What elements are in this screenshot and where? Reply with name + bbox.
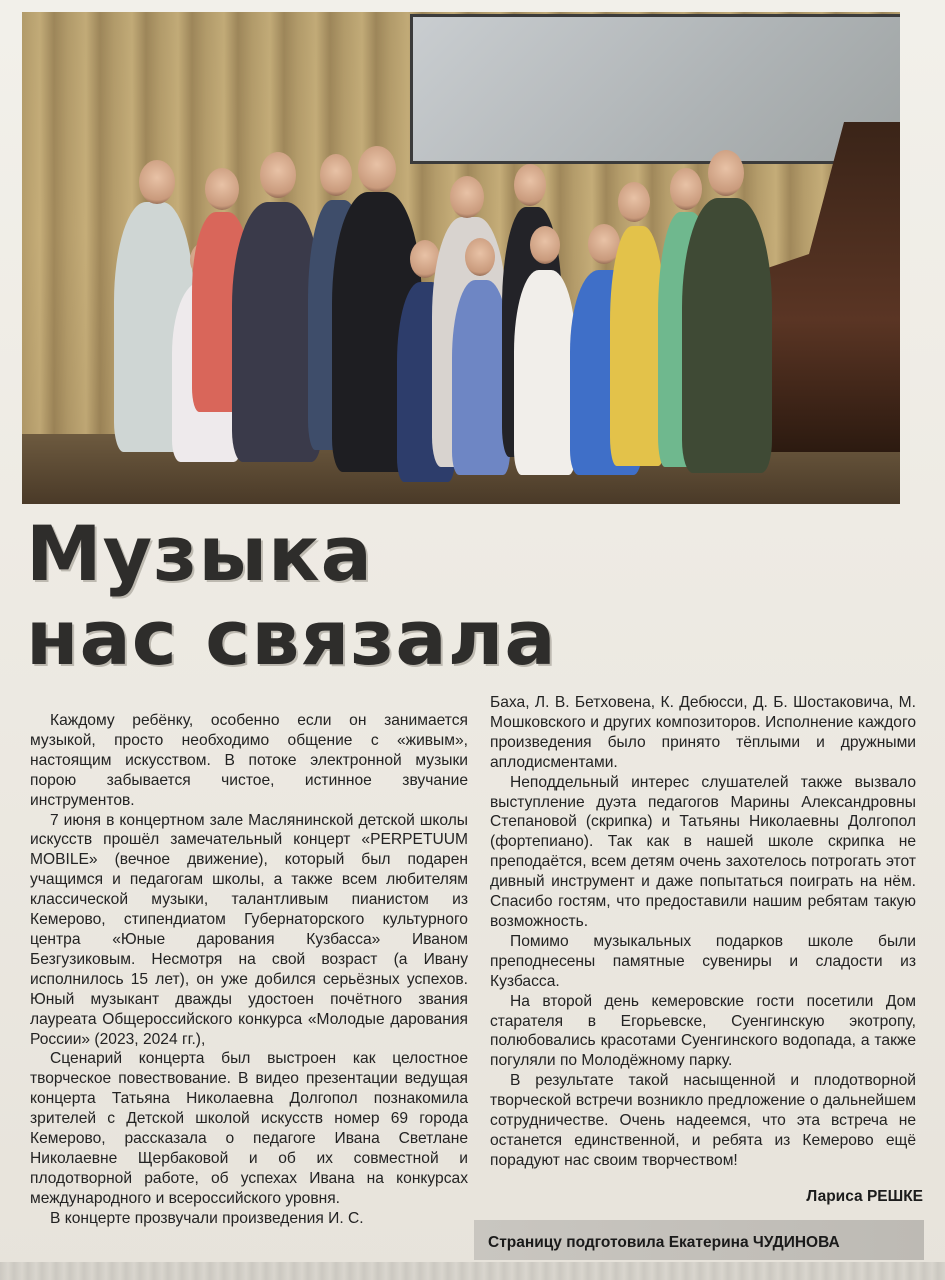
article-paragraph: Помимо музыкальных подарков школе были преподнесены памятные сувениры и сладости из Кузбасса. <box>490 932 916 990</box>
person-figure <box>610 226 665 466</box>
person-head <box>530 226 560 264</box>
headline-line-1: Музыка <box>26 509 373 598</box>
headline-line-2: нас связала <box>26 593 557 682</box>
article-paragraph: 7 июня в концертном зале Маслянинской детской школы искусств прошёл замечательный концерт «PERPETUUM MOBILE» (вечное движение), который был подарен учащимся и педагогам школы, а также всем любителям классической музыки, талантливым пианистом из Кемерово, стипендиатом Губернаторского культурного центра «Юные дарования Кузбасса» Иваном Безгузиковым. Несмотря на свой возраст (а Ивану исполнилось 15 лет), он уже добился серьёзных успехов. Юный музыкант дважды удостоен почётного звания лауреата Общероссийского конкурса «Молодые дарования России» (2023, 2024 гг.), <box>30 811 468 1048</box>
person-head <box>450 176 484 218</box>
person-head <box>260 152 296 198</box>
article-paragraph: Сценарий концерта был выстроен как целостное творческое повествование. В видео презентации ведущая концерта Татьяна Николаевна Долгопол познакомила зрителей с Детской школой искусств номер 69 города Кемерово, рассказала о педагоге Ивана Светлане Николаевне Щербаковой и об их совместной и плодотворной работе, об успехах Ивана на конкурсах международного и всероссийского уровня. <box>30 1050 468 1207</box>
article-author: Лариса РЕШКЕ <box>806 1188 923 1205</box>
article-left-column <box>30 711 468 1229</box>
person-figure <box>682 198 772 473</box>
article-paragraph: Каждому ребёнку, особенно если он занимается музыкой, просто необходимо общение с «живым», настоящим искусством. В потоке электронной музыки порою забывается чистое, истинное звучание инструментов. <box>30 712 468 809</box>
person-head <box>465 238 495 276</box>
person-head <box>708 150 744 196</box>
article-headline <box>26 509 626 682</box>
article-paragraph: В результате такой насыщенной и плодотворной творческой встречи возникло предложение о дальнейшем сотрудничестве. Очень надеемся, что эта встреча не останется единственной, и ребята из Кемерово ещё порадуют нас своим творчеством! <box>490 1072 916 1169</box>
article-right-column <box>490 693 916 1171</box>
projection-screen <box>410 14 900 164</box>
article-paragraph: Баха, Л. В. Бетховена, К. Дебюсси, Д. Б. Шостаковича, М. Мошковского и других композиторов. Исполнение каждого произведения было принято тёплыми и дружными аплодисментами. <box>490 694 916 771</box>
page-edge <box>0 1262 945 1280</box>
article-paragraph: На второй день кемеровские гости посетили Дом старателя в Егорьевске, Суенгинскую экотропу, полюбовались красотами Суенгинского водопада, а также погуляли по Молодёжному парку. <box>490 992 916 1070</box>
person-head <box>358 146 396 192</box>
person-head <box>139 160 175 204</box>
article-paragraph: В концерте прозвучали произведения И. С. <box>50 1209 364 1227</box>
person-head <box>618 182 650 222</box>
person-head <box>320 154 352 196</box>
person-figure <box>514 270 576 475</box>
person-head <box>205 168 239 210</box>
concert-group-photo <box>22 12 900 504</box>
page-credit: Страницу подготовила Екатерина ЧУДИНОВА <box>488 1234 840 1251</box>
person-head <box>670 168 702 210</box>
article-paragraph: Неподдельный интерес слушателей также вызвало выступление дуэта педагогов Марины Александровны Степановой (скрипка) и Татьяны Николаевны Долгопол (фортепиано). Так как в нашей школе скрипка не преподаётся, всем детям очень захотелось потрогать этот дивный инструмент и даже попытаться поиграть на нём. Спасибо гостям, что предоставили нашим ребятам такую возможность. <box>490 773 916 930</box>
person-head <box>514 164 546 206</box>
